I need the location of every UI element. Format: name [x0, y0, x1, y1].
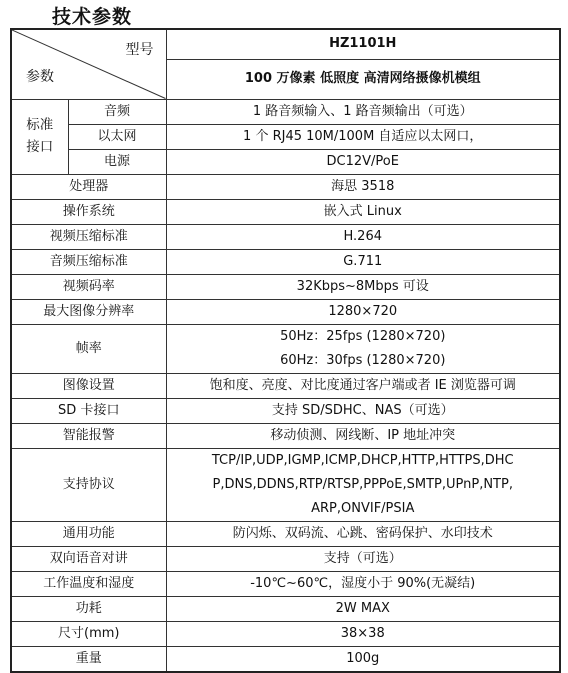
spec-value: 移动侦测、网线断、IP 地址冲突	[166, 423, 560, 448]
interface-value: 1 路音频输入、1 路音频输出（可选）	[166, 99, 560, 124]
spec-value: 支持（可选）	[166, 546, 560, 571]
spec-name: 帧率	[11, 324, 166, 373]
spec-value: 32Kbps~8Mbps 可设	[166, 274, 560, 299]
param-label: 参数	[26, 68, 54, 85]
interface-value: DC12V/PoE	[166, 149, 560, 174]
spec-value: G.711	[166, 249, 560, 274]
model-label: 型号	[125, 42, 154, 58]
protocols-value	[166, 448, 560, 521]
header-corner-cell	[11, 29, 166, 99]
spec-name: 智能报警	[11, 423, 166, 448]
spec-name: 视频码率	[11, 274, 166, 299]
spec-value: H.264	[166, 224, 560, 249]
model-value: HZ1101H	[166, 29, 560, 59]
spec-value: 1280×720	[166, 299, 560, 324]
spec-name: 支持协议	[11, 448, 166, 521]
interface-name: 音频	[68, 99, 166, 124]
interfaces-group-label: 标准接口	[11, 99, 68, 174]
product-description: 100 万像素 低照度 高清网络摄像机模组	[166, 59, 560, 99]
interface-name: 电源	[68, 149, 166, 174]
spec-name: 处理器	[11, 174, 166, 199]
spec-table	[10, 28, 561, 673]
protocol-line: TCP/IP,UDP,IGMP,ICMP,DHCP,HTTP,HTTPS,DHC	[211, 452, 514, 468]
spec-name: 双向语音对讲	[11, 546, 166, 571]
spec-name: SD 卡接口	[11, 398, 166, 423]
spec-name: 音频压缩标准	[11, 249, 166, 274]
spec-value: 2W MAX	[166, 596, 560, 621]
spec-value: 海思 3518	[166, 174, 560, 199]
spec-name: 图像设置	[11, 373, 166, 398]
interface-name: 以太网	[68, 124, 166, 149]
spec-value: 饱和度、亮度、对比度通过客户端或者 IE 浏览器可调	[166, 373, 560, 398]
spec-name: 视频压缩标准	[11, 224, 166, 249]
protocol-line: ARP,ONVIF/PSIA	[311, 500, 415, 516]
spec-name: 操作系统	[11, 199, 166, 224]
spec-value: 38×38	[166, 621, 560, 646]
framerate-line: 50Hz：25fps (1280×720)	[280, 328, 446, 344]
spec-name: 最大图像分辨率	[11, 299, 166, 324]
spec-value: 防闪烁、双码流、心跳、密码保护、水印技术	[166, 521, 560, 546]
spec-name: 尺寸(mm)	[11, 621, 166, 646]
spec-value: 支持 SD/SDHC、NAS（可选）	[166, 398, 560, 423]
spec-name: 重量	[11, 646, 166, 672]
page-title: 技术参数	[52, 6, 133, 28]
protocol-line: P,DNS,DDNS,RTP/RTSP,PPPoE,SMTP,UPnP,NTP,	[212, 476, 513, 492]
framerate-value	[166, 324, 560, 373]
framerate-line: 60Hz：30fps (1280×720)	[280, 352, 446, 368]
spec-name: 功耗	[11, 596, 166, 621]
interface-value: 1 个 RJ45 10M/100M 自适应以太网口，	[166, 124, 560, 149]
spec-name: 工作温度和湿度	[11, 571, 166, 596]
spec-value: 嵌入式 Linux	[166, 199, 560, 224]
spec-name: 通用功能	[11, 521, 166, 546]
spec-value: -10℃~60℃，湿度小于 90%(无凝结)	[166, 571, 560, 596]
spec-value: 100g	[166, 646, 560, 672]
